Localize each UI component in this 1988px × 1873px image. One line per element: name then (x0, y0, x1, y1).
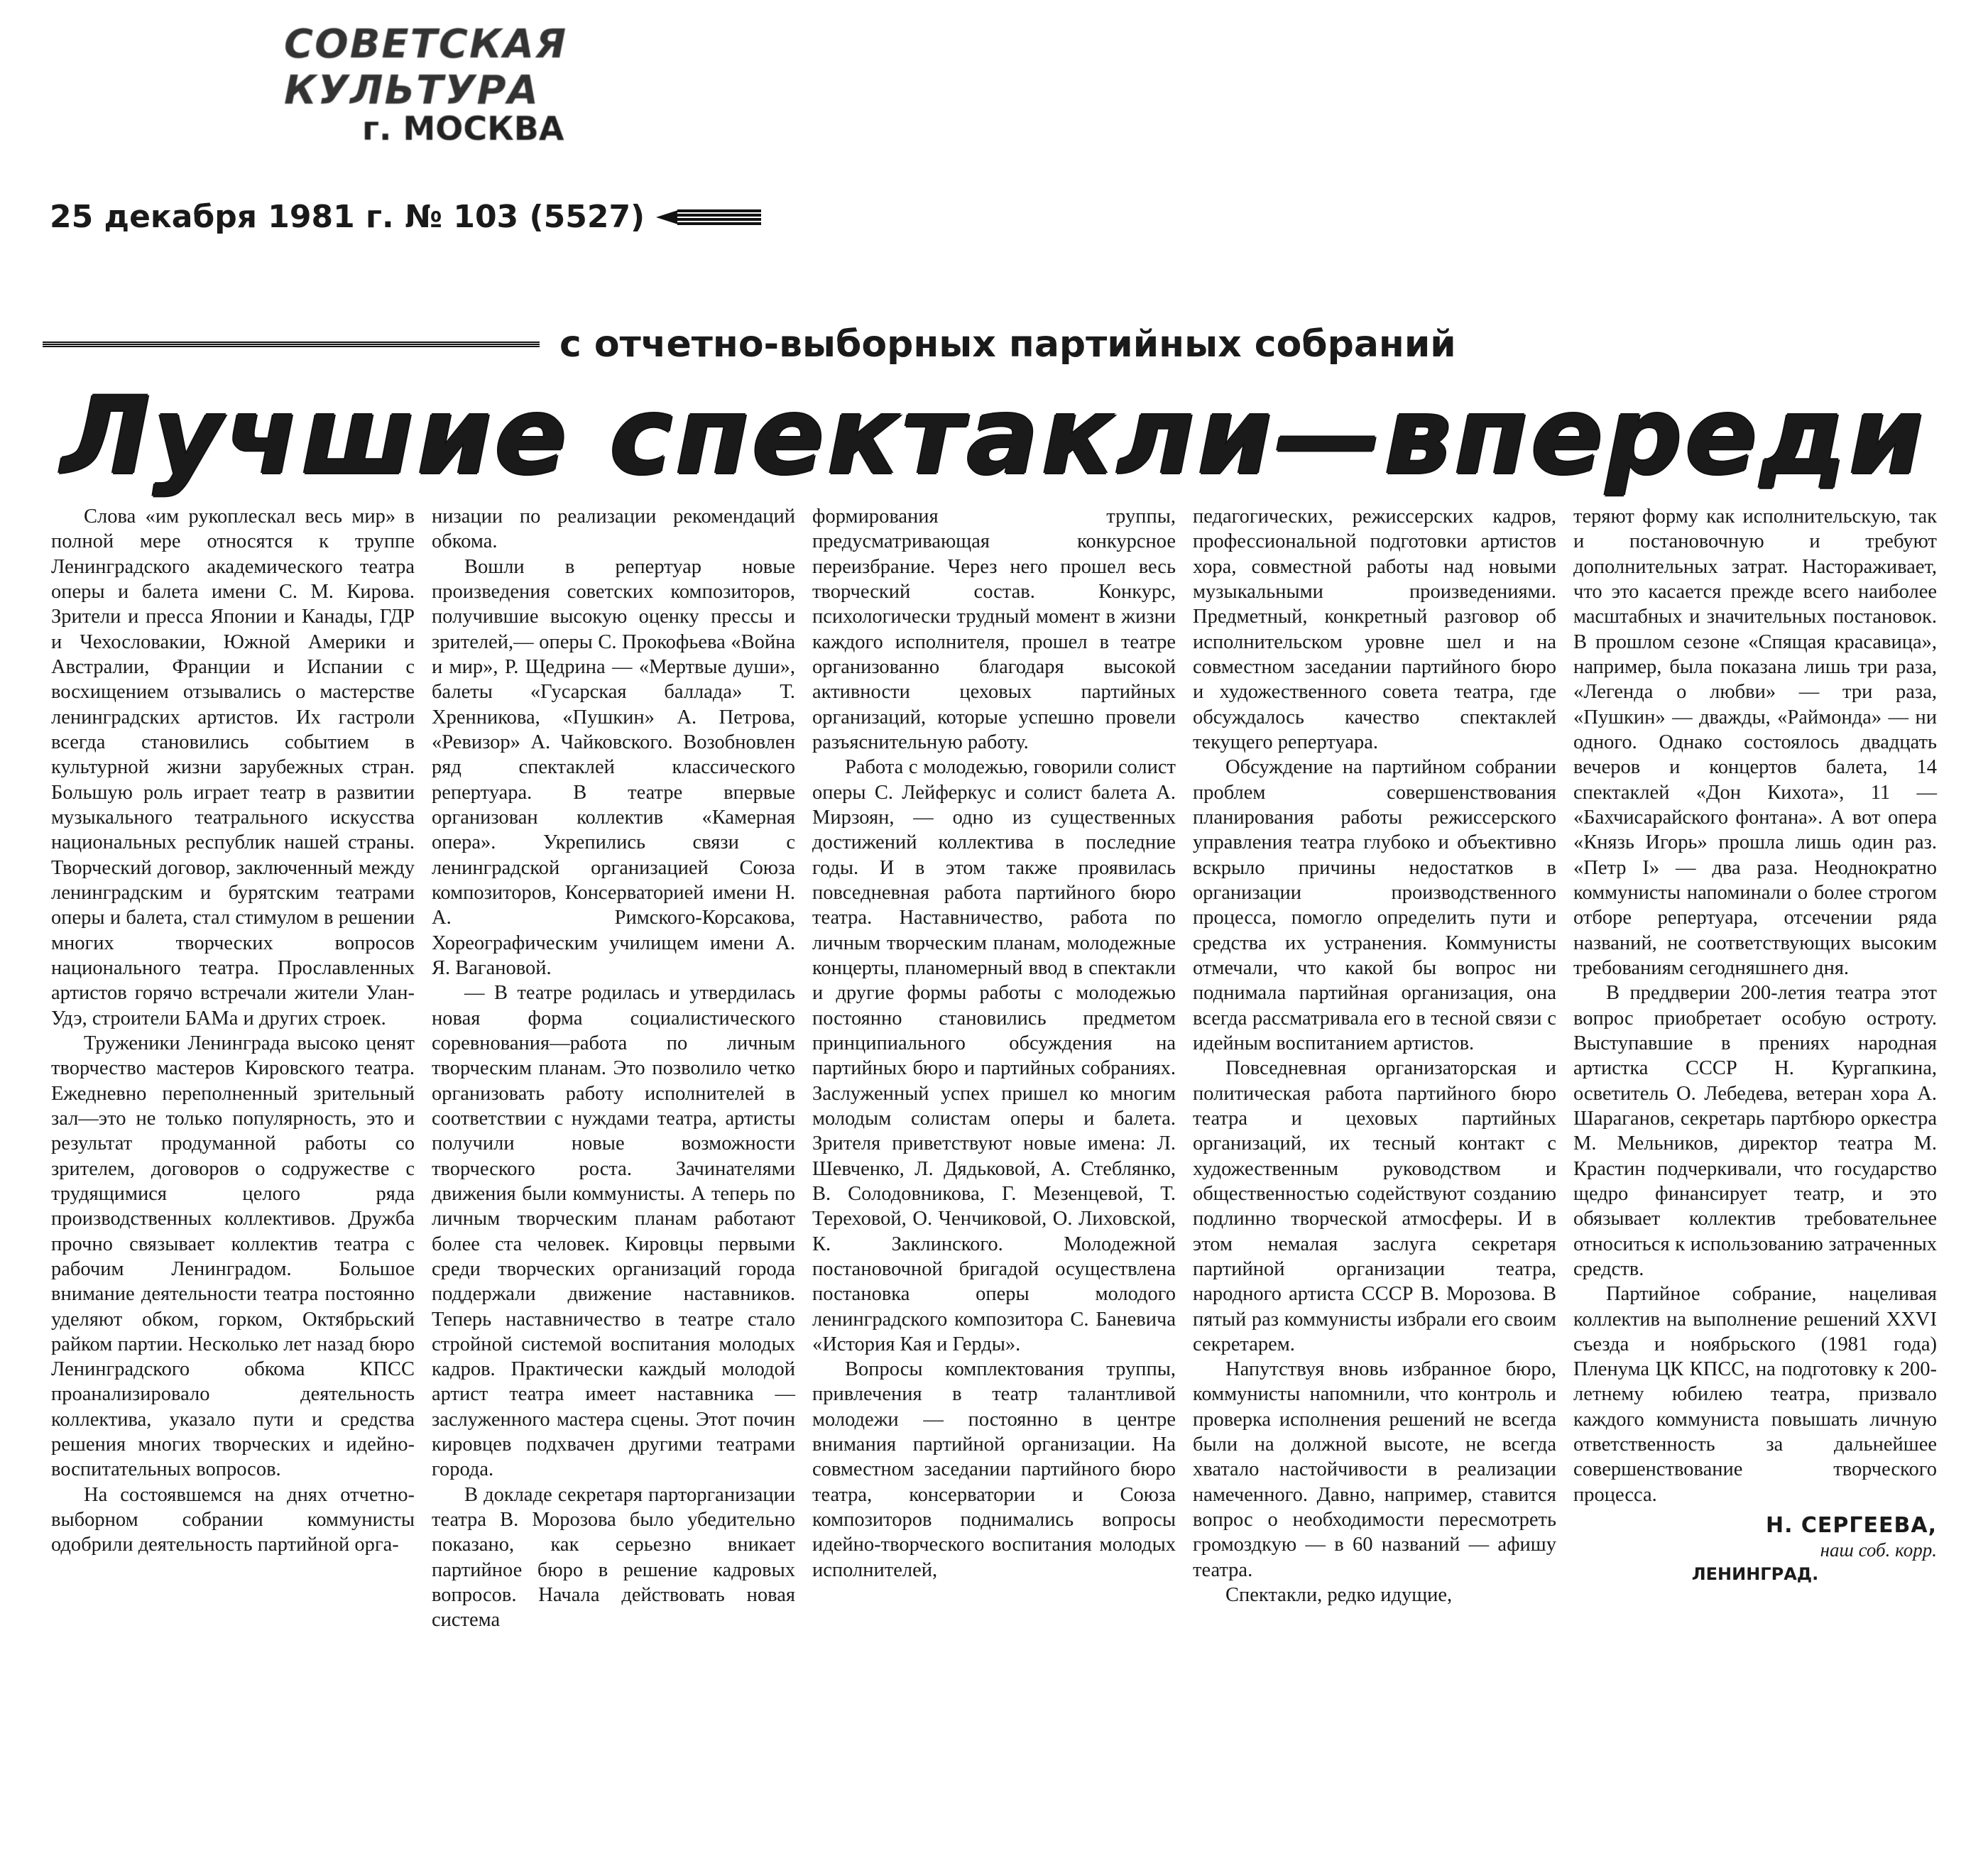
paragraph: Напутствуя вновь избранное бюро, коммунисты напомнили, что контроль и проверка исполнения решений не всегда были на должной высоте, не всегда хватало настойчивости в реализации намеченного. Давно, например, ставится вопрос о необходимости пересмотреть громоздкую — в 60 названий — афишу театра. (1193, 1358, 1556, 1581)
article-body (43, 504, 1945, 1846)
rubric-rule (43, 342, 540, 347)
issue-date-number: 25 декабря 1981 г. № 103 (5527) (50, 199, 645, 235)
article-column-5 (1565, 504, 1945, 1846)
paragraph: В преддверии 200-летия театра этот вопрос приобретает особую остроту. Выступавшие в прениях народная артистка СССР Н. Кургапкина, осветитель О. Лебедева, ветеран хора А. Шараганов, секретарь партбюро оркестра М. Мельников, директор театра М. Крастин подчеркивали, что государство щедро финансирует театр, и это обязывает коллектив требовательнее относиться к использованию затраченных средств. (1573, 982, 1937, 1280)
paragraph: теряют форму как исполнительскую, так и постановочную и требуют дополнительных затрат. Настораживает, что это касается прежде всего наиболее масштабных и значительных постановок. В прошлом сезоне «Спящая красавица», например, была показана лишь три раза, «Легенда о любви» — три раза, «Пушкин» — дважды, «Раймонда» — ни одного. Однако состоялось двадцать вечеров и концертов балета, 14 спектаклей «Дон Кихота», 11 — «Бахчисарайского фонтана». А вот опера «Князь Игорь» прошла лишь один раз. «Петр I» — два раза. Неоднократно коммунисты напоминали о более строгом отборе репертуара, отсечении ряда названий, не соответствующих высоким требованиям сегодняшнего дня. (1573, 506, 1937, 979)
paragraph: В докладе секретаря парторганизации театра В. Морозова было убедительно показано, как серьезно вникает партийное бюро в решение кадровых вопросов. Начала действовать новая система (432, 1483, 795, 1632)
paragraph: На состоявшемся на днях отчетно-выборном собрании коммунисты одобрили деятельность партийной орга- (51, 1483, 415, 1556)
issue-dateline (50, 199, 763, 235)
author-role: наш соб. корр. (1820, 1539, 1937, 1561)
newspaper-stamp (284, 21, 682, 148)
paragraph: Вошли в репертуар новые произведения советских композиторов, получившие высокую оценку прессы и зрителей,— оперы С. Прокофьева «Война и мир», Р. Щедрина — «Мертвые души», балеты «Гусарская баллада» Т. Хренникова, «Пушкин» А. Петрова, «Ревизор» А. Чайковского. Возобновлен ряд спектаклей классического репертуара. В театре впервые организован коллектив «Камерная опера». Укрепились связи с ленинградской организацией Союза композиторов, Консерваторией имени Н. А. Римского-Корсакова, Хореографическим училищем имени А. Я. Вагановой. (432, 555, 795, 979)
paragraph: Обсуждение на партийном собрании проблем совершенствования планирования работы режиссерского управления театра глубоко и объективно вскрыло причины недостатков в организации производственного процесса, помогло определить пути и средства их устранения. Коммунисты отмечали, что какой бы вопрос ни поднимала партийная организация, она всегда рассматривала его в тесной связи с идейным воспитанием артистов. (1193, 756, 1556, 1054)
paragraph: Повседневная организаторская и политическая работа партийного бюро театра и цеховых партийных организаций, их тесный контакт с художественным руководством и общественностью содействуют созданию подлинно творческой атмосферы. И в этом немалая заслуга секретаря партийной организации театра, народного артиста СССР В. Морозова. В пятый раз коммунисты избрали его своим секретарем. (1193, 1057, 1556, 1355)
paragraph: формирования труппы, предусматривающая конкурсное переизбрание. Через него прошел весь творческий состав. Конкурс, психологически трудный момент в жизни каждого исполнителя, прошел в театре организованно благодаря высокой активности цеховых партийных организаций, которые успешно провели разъяснительную работу. (812, 506, 1176, 753)
headline: Лучшие спектакли—впереди (61, 375, 1927, 498)
rubric: с отчетно-выборных партийных собраний (559, 323, 1456, 366)
author-location: ЛЕНИНГРАД. (1691, 1564, 1819, 1585)
paragraph: — В театре родилась и утвердилась новая форма социалистического соревнования—работа по личным творческим планам. Это позволило четко организовать работу исполнителей в соответствии с нуждами театра, артисты получили новые возможности творческого роста. Зачинателями движения были коммунисты. А теперь по личным творческим планам работают более ста человек. Кировцы первыми среди творческих организаций города поддержали движение наставников. Теперь наставничество в театре стало стройной системой воспитания молодых кадров. Практически каждый молодой артист театра имеет наставника — заслуженного мастера сцены. Этот почин кировцев подхвачен другими театрами города. (432, 982, 795, 1481)
paragraph: педагогических, режиссерских кадров, профессиональной подготовки артистов хора, совместной работы над новыми музыкальными произведениями. Предметный, конкретный разговор об исполнительском уровне шел и на совместном заседании партийного бюро и художественного совета театра, где обсуждалось качество спектаклей текущего репертуара. (1193, 506, 1556, 753)
paragraph: Работа с молодежью, говорили солист оперы С. Лейферкус и солист балета А. Мирзоян, — одно из существенных достижений коллектива в последние годы. И в этом также проявилась повседневная работа партийного бюро театра. Наставничество, работа по личным творческим планам, молодежные концерты, планомерный ввод в спектакли и другие формы работы с молодежью постоянно становились предметом принципиального обсуждения на партийных бюро и партийных собраниях. Заслуженный успех пришел ко многим молодым солистам оперы и балета. Зрителя приветствуют новые имена: Л. Шевченко, Л. Дядьковой, А. Стеблянко, В. Солодовникова, Г. Мезенцевой, Т. Тереховой, О. Ченчиковой, О. Лиховской, К. Заклинского. Молодежной постановочной бригадой осуществлена постановка оперы молодого ленинградского композитора С. Баневича «История Кая и Герды». (812, 756, 1176, 1355)
article-column-2 (423, 504, 804, 1846)
paragraph: Труженики Ленинграда высоко ценят творчество мастеров Кировского театра. Ежедневно переполненный зрительный зал—это не только популярность, это и результат продуманной работы со зрителем, договоров о содружестве с трудящимися целого ряда производственных коллективов. Дружба прочно связывает коллектив театра с рабочим Ленинградом. Большое внимание деятельности театра постоянно уделяют обком, горком, Октябрьский райком партии. Несколько лет назад бюро Ленинградского обкома КПСС проанализировало деятельность коллектива, указало пути и средства решения многих творческих и идейно-воспитательных вопросов. (51, 1032, 415, 1481)
arrow-mark-icon (656, 207, 763, 228)
paragraph: Вопросы комплектования труппы, привлечения в театр талантливой молодежи — постоянно в центре внимания партийной организации. На совместном заседании партийного бюро театра, консерватории и Союза композиторов поднимались вопросы идейно-творческого воспитания молодых исполнителей, (812, 1358, 1176, 1581)
stamp-city: г. МОСКВА (362, 109, 564, 148)
article-column-1 (43, 504, 423, 1846)
article-column-3 (804, 504, 1184, 1846)
paragraph: низации по реализации рекомендаций обкома. (432, 506, 795, 553)
paragraph: Партийное собрание, нацеливая коллектив на выполнение решений XXVI съезда и ноябрьского (1981 года) Пленума ЦК КПСС, на подготовку к 200-летнему юбилею театра, призвало каждого коммуниста повышать личную ответственность за дальнейшее совершенствование творческого процесса. (1573, 1283, 1937, 1506)
article-column-4 (1184, 504, 1565, 1846)
stamp-newspaper-name: СОВЕТСКАЯ КУЛЬТУРА (284, 21, 568, 114)
rubric-row (43, 323, 1931, 366)
author-signature: Н. СЕРГЕЕВА, (1765, 1513, 1937, 1539)
paragraph: Слова «им рукоплескал весь мир» в полной мере относятся к труппе Ленинградского академического театра оперы и балета имени С. М. Кирова. Зрители и пресса Японии и Канады, ГДР и Чехословакии, Южной Америки и Австралии, Франции и Испании с восхищением отзывались о мастерстве ленинградских артистов. Их гастроли всегда становились событием в культурной жизни зарубежных стран. Большую роль играет театр в развитии музыкального театрального искусства национальных республик нашей страны. Творческий договор, заключенный между ленинградским и бурятским театрами оперы и балета, стал стимулом в решении многих творческих вопросов национального театра. Прославленных артистов горячо встречали жители Улан-Удэ, строители БАМа и других строек. (51, 506, 415, 1030)
paragraph: Спектакли, редко идущие, (1225, 1584, 1453, 1607)
